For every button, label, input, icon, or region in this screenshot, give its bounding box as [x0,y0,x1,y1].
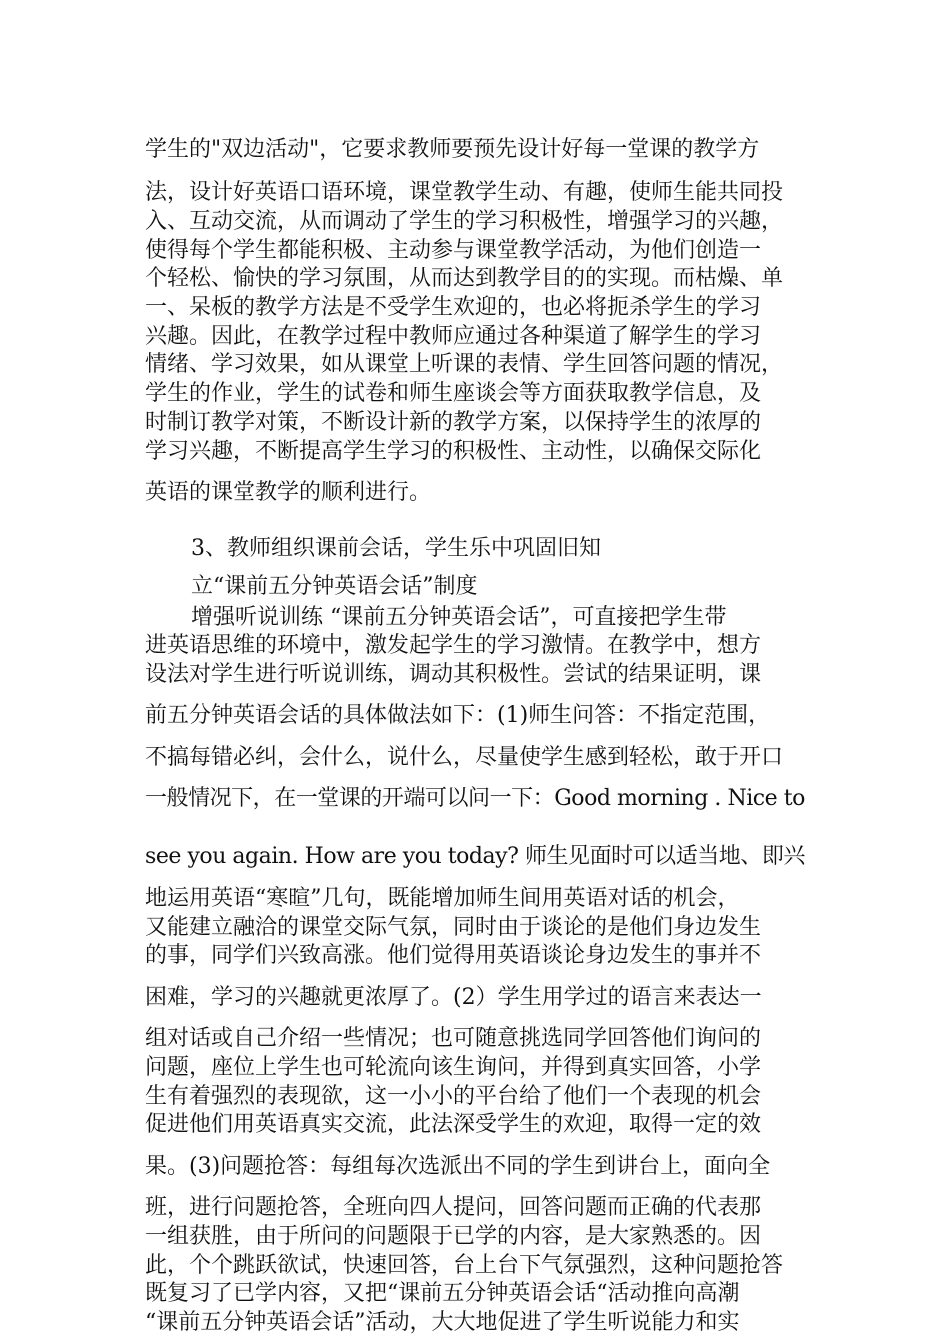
subheading: 立“课前五分钟英语会话”制度 [191,574,478,599]
text-line: 增强听说训练 “课前五分钟英语会话”，可直接把学生带 [191,605,727,630]
section-heading: 3、教师组织课前会话，学生乐中巩固旧知 [191,536,601,561]
text-line: 使得每个学生都能积极、主动参与课堂教学活动，为他们创造一 [145,238,762,263]
text-line: 入、互动交流，从而调动了学生的学习积极性，增强学习的兴趣， [145,209,784,234]
text-line: 不搞每错必纠，会什么，说什么，尽量使学生感到轻松，敢于开口 [145,745,784,770]
text-line: 促进他们用英语真实交流，此法深受学生的欢迎，取得一定的效 [145,1112,762,1137]
text-line: 法，设计好英语口语环境，课堂教学生动、有趣，使师生能共同投 [145,180,784,205]
text-line: 地运用英语“寒暄”几句，既能增加师生间用英语对话的机会， [145,886,740,911]
text-line: 设法对学生进行听说训练，调动其积极性。尝试的结果证明，课 [145,662,762,687]
text-line: 一般情况下，在一堂课的开端可以问一下：Good morning . Nice to [145,786,805,811]
text-line: 此，个个跳跃欲试，快速回答，台上台下气氛强烈，这种问题抢答 [145,1253,784,1278]
text-line: see you again. How are you today? 师生见面时可以适当地、即兴 [145,844,805,869]
text-line: 一、呆板的教学方法是不受学生欢迎的，也必将扼杀学生的学习 [145,295,762,320]
text-line: 个轻松、愉快的学习氛围，从而达到教学目的的实现。而枯燥、单 [145,266,784,291]
text-line: 英语的课堂教学的顺利进行。 [145,480,432,505]
text-line: 生有着强烈的表现欲，这一小小的平台给了他们一个表现的机会 [145,1084,762,1109]
text-line: 时制订教学对策，不断设计新的教学方案，以保持学生的浓厚的 [145,410,762,435]
text-line: 一组获胜，由于所问的问题限于已学的内容，是大家熟悉的。因 [145,1224,762,1249]
text-line: 问题，座位上学生也可轮流向该生询问，并得到真实回答，小学 [145,1055,762,1080]
text-line: 学生的"双边活动"，它要求教师要预先设计好每一堂课的教学方 [145,137,760,162]
text-line: 前五分钟英语会话的具体做法如下：(1)师生问答：不指定范围， [145,703,771,728]
text-line: 兴趣。因此，在教学过程中教师应通过各种渠道了解学生的学习 [145,324,762,349]
text-line: 学习兴趣，不断提高学生学习的积极性、主动性，以确保交际化 [145,439,762,464]
text-line: “课前五分钟英语会话”活动，大大地促进了学生听说能力和实 [145,1310,740,1335]
text-line: 困难，学习的兴趣就更浓厚了。(2）学生用学过的语言来表达一 [145,985,762,1010]
text-line: 班，进行问题抢答，全班向四人提问，回答问题而正确的代表那 [145,1195,762,1220]
text-line: 果。(3)问题抢答：每组每次选派出不同的学生到讲台上，面向全 [145,1154,771,1179]
text-line: 又能建立融洽的课堂交际气氛，同时由于谈论的是他们身边发生 [145,915,762,940]
text-line: 既复习了已学内容，又把“课前五分钟英语会话“活动推向高潮 [145,1281,740,1306]
text-line: 的事，同学们兴致高涨。他们觉得用英语谈论身边发生的事并不 [145,943,762,968]
text-line: 情绪、学习效果，如从课堂上听课的表情、学生回答问题的情况， [145,352,784,377]
text-line: 组对话或自己介绍一些情况；也可随意挑选同学回答他们询问的 [145,1026,762,1051]
text-line: 学生的作业，学生的试卷和师生座谈会等方面获取教学信息，及 [145,381,762,406]
text-line: 进英语思维的环境中，激发起学生的学习激情。在教学中，想方 [145,633,762,658]
